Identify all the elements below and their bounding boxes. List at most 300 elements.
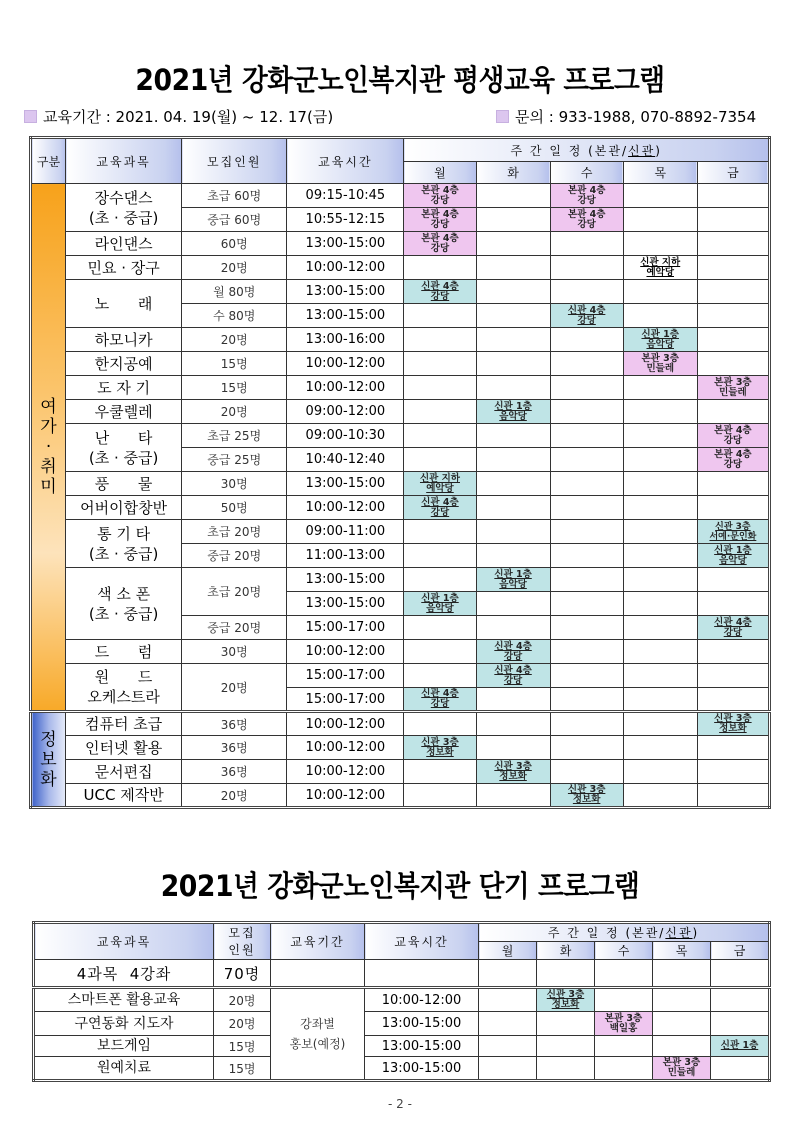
header-recruit-line: 모집 xyxy=(228,925,256,940)
schedule-cell-wed xyxy=(550,712,623,736)
summary-time xyxy=(365,960,479,988)
schedule-cell-mon xyxy=(404,784,476,808)
schedule-label: 주 간 일 정 (본관/ xyxy=(547,926,666,940)
schedule-cell-wed xyxy=(550,784,623,808)
category-char: 보 xyxy=(40,749,57,770)
recruit-cell: 36명 xyxy=(182,712,287,736)
course-line: 장수댄스 xyxy=(94,188,153,207)
time-cell: 15:00-17:00 xyxy=(287,664,404,688)
course-name: 인터넷 활용 xyxy=(66,736,182,760)
course-name: 한지공예 xyxy=(66,352,182,376)
schedule-cell-mon xyxy=(404,760,476,784)
category-char: 화 xyxy=(40,769,57,790)
time-cell: 13:00-15:00 xyxy=(365,1012,479,1036)
schedule-cell-tue xyxy=(537,1036,595,1057)
schedule-cell-tue xyxy=(476,760,550,784)
location-room: 강당 xyxy=(577,218,596,230)
schedule-cell-wed xyxy=(550,520,623,544)
schedule-cell-fri xyxy=(711,988,770,1012)
table-row xyxy=(31,784,770,808)
time-cell: 13:00-15:00 xyxy=(287,304,404,328)
schedule-cell-wed xyxy=(550,688,623,712)
schedule-cell-thu xyxy=(623,784,697,808)
table-row xyxy=(31,664,770,688)
schedule-cell-tue xyxy=(537,988,595,1012)
period-line: 홍보(예정) xyxy=(289,1037,346,1051)
location-building: 신관 1층 xyxy=(720,1040,759,1051)
time-cell: 10:00-12:00 xyxy=(287,712,404,736)
table-row xyxy=(31,184,770,208)
recruit-cell: 20명 xyxy=(182,784,287,808)
course-name xyxy=(66,568,182,640)
header-day-thu: 목 xyxy=(653,942,711,960)
summary-period xyxy=(271,960,365,988)
location-room: 정보화 xyxy=(719,723,747,734)
table-row xyxy=(31,376,770,400)
schedule-cell-wed xyxy=(595,988,653,1012)
table-row xyxy=(31,256,770,280)
schedule-cell-wed xyxy=(550,184,623,208)
page-number: - 2 - xyxy=(388,1097,412,1111)
table-row xyxy=(34,1057,770,1081)
schedule-cell-wed xyxy=(550,544,623,568)
schedule-cell-mon xyxy=(404,616,476,640)
schedule-cell-mon xyxy=(479,988,537,1012)
schedule-cell-wed xyxy=(550,640,623,664)
header-recruit-line: 인원 xyxy=(228,942,256,957)
schedule-cell-fri xyxy=(697,232,769,256)
schedule-cell-mon xyxy=(404,664,476,688)
recruit-cell: 20명 xyxy=(182,328,287,352)
header-day-wed: 수 xyxy=(595,942,653,960)
category-char: 여 xyxy=(40,397,57,417)
course-name: 우쿨렐레 xyxy=(66,400,182,424)
category-leisure xyxy=(31,184,66,712)
schedule-cell-mon xyxy=(404,520,476,544)
schedule-cell-wed xyxy=(550,568,623,592)
category-char: 정 xyxy=(40,729,57,750)
schedule-cell-thu xyxy=(623,736,697,760)
schedule-cell-thu xyxy=(623,472,697,496)
location-room: 예악당 xyxy=(646,266,674,278)
schedule-cell-wed xyxy=(550,352,623,376)
course-name: 구연동화 지도자 xyxy=(34,1012,214,1036)
time-cell: 10:00-12:00 xyxy=(287,736,404,760)
time-cell: 15:00-17:00 xyxy=(287,688,404,712)
schedule-cell-thu xyxy=(623,424,697,448)
header-day-mon: 월 xyxy=(479,942,537,960)
table-row xyxy=(31,736,770,760)
time-cell: 15:00-17:00 xyxy=(287,616,404,640)
table-row xyxy=(31,424,770,448)
course-line: 색 소 폰 xyxy=(97,584,151,603)
schedule-cell-wed xyxy=(550,376,623,400)
table-row xyxy=(31,760,770,784)
schedule-cell-thu xyxy=(623,544,697,568)
header-day-wed: 수 xyxy=(550,162,623,184)
schedule-cell-fri xyxy=(697,496,769,520)
course-line: 원 드 xyxy=(94,668,153,686)
time-cell: 13:00-15:00 xyxy=(365,1036,479,1057)
header-recruit xyxy=(214,923,271,960)
schedule-cell-fri xyxy=(697,352,769,376)
location-room: 음악당 xyxy=(426,602,454,614)
schedule-cell-thu xyxy=(623,688,697,712)
schedule-cell-tue xyxy=(476,424,550,448)
course-name: 스마트폰 활용교육 xyxy=(34,988,214,1012)
schedule-cell-mon xyxy=(404,688,476,712)
schedule-cell-mon xyxy=(404,376,476,400)
education-period-info xyxy=(24,106,333,127)
schedule-cell-thu xyxy=(623,232,697,256)
location-room: 강당 xyxy=(430,698,450,709)
location-room: 민들레 xyxy=(646,362,674,374)
schedule-cell-tue xyxy=(476,544,550,568)
time-cell: 10:00-12:00 xyxy=(287,496,404,520)
course-name: 문서편집 xyxy=(66,760,182,784)
location-room: 음악당 xyxy=(719,554,747,566)
location-building: 본관 4층 xyxy=(567,184,606,196)
course-name: 어버이합창반 xyxy=(66,496,182,520)
schedule-cell-wed xyxy=(595,1036,653,1057)
location-building: 신관 3층 xyxy=(714,713,752,724)
schedule-cell-thu xyxy=(623,640,697,664)
schedule-cell-fri xyxy=(697,304,769,328)
table-row xyxy=(34,1012,770,1036)
header-time: 교육시간 xyxy=(365,923,479,960)
course-line: 난 타 xyxy=(94,428,153,447)
location-room: 정보화 xyxy=(572,794,601,805)
location-building: 신관 4층 xyxy=(494,640,532,652)
schedule-cell-tue xyxy=(476,520,550,544)
schedule-cell-wed xyxy=(550,448,623,472)
schedule-cell-wed xyxy=(550,328,623,352)
education-period-text: 교육기간 : 2021. 04. 19(월) ~ 12. 17(금) xyxy=(43,108,334,126)
course-line: (초 · 중급) xyxy=(88,544,159,563)
location-room: 강당 xyxy=(430,218,450,230)
schedule-cell-tue xyxy=(476,784,550,808)
schedule-cell-thu xyxy=(623,568,697,592)
table-row xyxy=(31,472,770,496)
location-building: 신관 4층 xyxy=(421,688,459,699)
table-row xyxy=(31,520,770,544)
course-name: 라인댄스 xyxy=(66,232,182,256)
schedule-cell-wed xyxy=(595,1012,653,1036)
header-time: 교육시간 xyxy=(287,138,404,184)
schedule-cell-thu xyxy=(623,328,697,352)
summary-row xyxy=(34,960,770,988)
location-room: 예악당 xyxy=(426,482,454,494)
schedule-cell-fri xyxy=(697,712,769,736)
location-building: 신관 4층 xyxy=(421,496,459,508)
location-room: 강당 xyxy=(577,194,596,206)
location-building: 신관 4층 xyxy=(421,280,459,292)
course-name: 보드게임 xyxy=(34,1036,214,1057)
location-building: 신관 3층 xyxy=(567,784,606,795)
schedule-cell-thu xyxy=(653,1057,711,1081)
schedule-new-building: 신관 xyxy=(628,143,656,158)
table-row xyxy=(31,328,770,352)
location-building: 본관 3층 xyxy=(604,1012,643,1024)
recruit-cell: 초급 25명 xyxy=(182,424,287,448)
schedule-cell-fri xyxy=(711,1012,770,1036)
course-name: 하모니카 xyxy=(66,328,182,352)
schedule-cell-wed xyxy=(595,1057,653,1081)
header-weekly-schedule xyxy=(404,138,770,162)
schedule-cell-thu xyxy=(653,1036,711,1057)
schedule-cell-tue xyxy=(476,472,550,496)
schedule-cell-thu xyxy=(623,616,697,640)
schedule-cell-tue xyxy=(476,304,550,328)
header-day-thu: 목 xyxy=(623,162,697,184)
table-row xyxy=(31,232,770,256)
table-row xyxy=(34,988,770,1012)
schedule-cell-mon xyxy=(404,328,476,352)
recruit-cell: 20명 xyxy=(182,256,287,280)
schedule-cell-wed xyxy=(550,400,623,424)
schedule-cell-fri xyxy=(697,760,769,784)
schedule-cell-fri xyxy=(697,568,769,592)
schedule-cell-wed xyxy=(550,472,623,496)
recruit-cell: 15명 xyxy=(182,376,287,400)
time-cell: 13:00-15:00 xyxy=(287,232,404,256)
course-name xyxy=(66,520,182,568)
header-course: 교육과목 xyxy=(34,923,214,960)
lifelong-education-table xyxy=(29,136,771,809)
schedule-cell-thu xyxy=(623,376,697,400)
location-room: 민들레 xyxy=(667,1067,696,1078)
schedule-cell-wed xyxy=(550,304,623,328)
schedule-cell-wed xyxy=(550,208,623,232)
schedule-cell-thu xyxy=(623,208,697,232)
location-building: 신관 1층 xyxy=(494,400,532,412)
schedule-cell-mon xyxy=(479,1057,537,1081)
time-cell: 09:00-10:30 xyxy=(287,424,404,448)
schedule-cell-thu xyxy=(623,400,697,424)
schedule-cell-tue xyxy=(476,208,550,232)
time-cell: 10:00-12:00 xyxy=(287,352,404,376)
schedule-cell-tue xyxy=(476,736,550,760)
schedule-cell-wed xyxy=(550,280,623,304)
location-room: 강당 xyxy=(577,314,596,326)
table-row xyxy=(31,496,770,520)
schedule-cell-thu xyxy=(653,988,711,1012)
recruit-cell: 30명 xyxy=(182,640,287,664)
location-room: 강당 xyxy=(430,506,450,518)
header-weekly-schedule xyxy=(479,923,770,942)
schedule-cell-fri xyxy=(697,592,769,616)
schedule-cell-tue xyxy=(476,640,550,664)
time-cell: 13:00-16:00 xyxy=(287,328,404,352)
course-name: 민요 · 장구 xyxy=(66,256,182,280)
recruit-cell: 60명 xyxy=(182,232,287,256)
recruit-cell: 중급 25명 xyxy=(182,448,287,472)
schedule-cell-mon xyxy=(404,448,476,472)
page-title-lifelong-education: 2021년 강화군노인복지관 평생교육 프로그램 xyxy=(135,63,665,97)
category-char: 취 xyxy=(40,457,57,477)
schedule-cell-tue xyxy=(476,496,550,520)
course-line: (초 · 중급) xyxy=(88,604,159,623)
schedule-cell-mon xyxy=(404,256,476,280)
schedule-cell-wed xyxy=(550,616,623,640)
time-cell: 10:00-12:00 xyxy=(287,784,404,808)
schedule-cell-tue xyxy=(537,1057,595,1081)
time-cell: 10:00-12:00 xyxy=(287,256,404,280)
location-room: 강당 xyxy=(723,458,743,470)
location-building: 본관 3층 xyxy=(641,352,679,364)
schedule-cell-fri xyxy=(697,448,769,472)
table-row xyxy=(31,352,770,376)
recruit-cell: 36명 xyxy=(182,760,287,784)
course-line: (초 · 중급) xyxy=(88,208,159,227)
header-category: 구분 xyxy=(31,138,66,184)
recruit-cell: 초급 60명 xyxy=(182,184,287,208)
time-cell: 09:00-12:00 xyxy=(287,400,404,424)
time-cell: 13:00-15:00 xyxy=(287,592,404,616)
schedule-cell-fri xyxy=(697,616,769,640)
time-cell: 10:00-12:00 xyxy=(287,640,404,664)
schedule-cell-thu xyxy=(623,520,697,544)
course-line: 통 기 타 xyxy=(97,524,151,543)
schedule-cell-mon xyxy=(479,1036,537,1057)
page-title-short-term: 2021년 강화군노인복지관 단기 프로그램 xyxy=(160,869,640,903)
time-cell: 13:00-15:00 xyxy=(365,1057,479,1081)
recruit-cell: 15명 xyxy=(182,352,287,376)
table-row xyxy=(31,640,770,664)
location-room: 강당 xyxy=(503,650,523,662)
course-name: 컴퓨터 초급 xyxy=(66,712,182,736)
schedule-cell-wed xyxy=(550,256,623,280)
schedule-cell-tue xyxy=(476,592,550,616)
recruit-cell: 20명 xyxy=(214,1012,271,1036)
schedule-cell-thu xyxy=(623,280,697,304)
schedule-cell-mon xyxy=(404,592,476,616)
course-name xyxy=(66,664,182,712)
location-room: 강당 xyxy=(430,290,450,302)
bullet-square-icon xyxy=(24,110,37,123)
schedule-cell-tue xyxy=(476,712,550,736)
table-row xyxy=(34,1036,770,1057)
location-room: 강당 xyxy=(430,194,450,206)
time-cell: 10:55-12:15 xyxy=(287,208,404,232)
table-row xyxy=(31,568,770,592)
location-building: 신관 1층 xyxy=(641,328,679,340)
course-name: 풍 물 xyxy=(66,472,182,496)
schedule-cell-mon xyxy=(404,304,476,328)
location-building: 신관 1층 xyxy=(494,568,532,580)
schedule-cell-tue xyxy=(476,376,550,400)
recruit-cell: 초급 20명 xyxy=(182,568,287,616)
schedule-cell-mon xyxy=(404,736,476,760)
schedule-cell-fri xyxy=(697,544,769,568)
schedule-cell-fri xyxy=(697,736,769,760)
recruit-cell: 15명 xyxy=(214,1036,271,1057)
location-building: 신관 지하 xyxy=(640,256,681,268)
header-day-tue: 화 xyxy=(476,162,550,184)
header-day-fri: 금 xyxy=(711,942,770,960)
time-cell: 09:15-10:45 xyxy=(287,184,404,208)
location-room: 정보화 xyxy=(499,770,527,782)
schedule-cell-tue xyxy=(476,328,550,352)
location-building: 신관 4층 xyxy=(714,616,752,628)
location-room: 음악당 xyxy=(646,338,674,350)
schedule-cell-mon xyxy=(404,280,476,304)
time-cell: 10:40-12:40 xyxy=(287,448,404,472)
schedule-cell-mon xyxy=(404,352,476,376)
schedule-cell-mon xyxy=(404,232,476,256)
recruit-cell: 중급 20명 xyxy=(182,544,287,568)
schedule-cell-wed xyxy=(550,664,623,688)
period-line: 강좌별 xyxy=(300,1017,335,1031)
schedule-cell-tue xyxy=(476,568,550,592)
location-building: 본관 4층 xyxy=(421,208,459,220)
schedule-cell-thu xyxy=(623,352,697,376)
location-room: 강당 xyxy=(503,674,523,686)
location-building: 본관 4층 xyxy=(567,208,606,220)
location-room: 서예·문인화 xyxy=(709,531,757,542)
course-name xyxy=(66,424,182,472)
period-cell xyxy=(271,988,365,1081)
location-building: 신관 3층 xyxy=(546,989,585,1000)
location-building: 신관 1층 xyxy=(421,592,459,604)
schedule-cell-thu xyxy=(623,496,697,520)
schedule-cell-mon xyxy=(404,640,476,664)
recruit-cell: 20명 xyxy=(182,664,287,712)
schedule-cell-tue xyxy=(476,184,550,208)
location-building: 신관 4층 xyxy=(494,664,532,676)
schedule-cell-fri xyxy=(697,376,769,400)
location-building: 본관 3층 xyxy=(662,1057,701,1068)
location-building: 신관 지하 xyxy=(419,472,460,484)
schedule-suffix: ) xyxy=(692,926,700,940)
category-char: 미 xyxy=(40,477,57,497)
summary-thu xyxy=(653,960,711,988)
recruit-cell: 월 80명 xyxy=(182,280,287,304)
schedule-cell-mon xyxy=(479,1012,537,1036)
time-cell: 13:00-15:00 xyxy=(287,472,404,496)
summary-tue xyxy=(537,960,595,988)
location-room: 음악당 xyxy=(499,578,527,590)
schedule-cell-mon xyxy=(404,208,476,232)
location-building: 신관 1층 xyxy=(714,544,752,556)
location-building: 본관 4층 xyxy=(714,448,752,460)
schedule-cell-wed xyxy=(550,424,623,448)
contact-text: 문의 : 933-1988, 070-8892-7354 xyxy=(515,108,757,126)
course-name: 원예치료 xyxy=(34,1057,214,1081)
schedule-cell-tue xyxy=(476,664,550,688)
schedule-cell-fri xyxy=(697,280,769,304)
location-building: 신관 3층 xyxy=(494,760,532,772)
location-room: 강당 xyxy=(723,434,743,446)
header-day-tue: 화 xyxy=(537,942,595,960)
summary-wed xyxy=(595,960,653,988)
header-day-mon: 월 xyxy=(404,162,476,184)
location-building: 본관 4층 xyxy=(421,184,459,196)
schedule-cell-mon xyxy=(404,424,476,448)
schedule-cell-tue xyxy=(476,232,550,256)
time-cell: 13:00-15:00 xyxy=(287,568,404,592)
recruit-cell: 30명 xyxy=(182,472,287,496)
contact-info xyxy=(496,106,756,127)
course-name: UCC 제작반 xyxy=(66,784,182,808)
course-name: 노 래 xyxy=(66,280,182,328)
schedule-cell-fri xyxy=(697,184,769,208)
location-building: 본관 4층 xyxy=(714,424,752,436)
time-cell: 10:00-12:00 xyxy=(365,988,479,1012)
schedule-cell-tue xyxy=(476,280,550,304)
schedule-cell-mon xyxy=(404,712,476,736)
schedule-label: 주 간 일 정 (본관/ xyxy=(510,143,629,158)
